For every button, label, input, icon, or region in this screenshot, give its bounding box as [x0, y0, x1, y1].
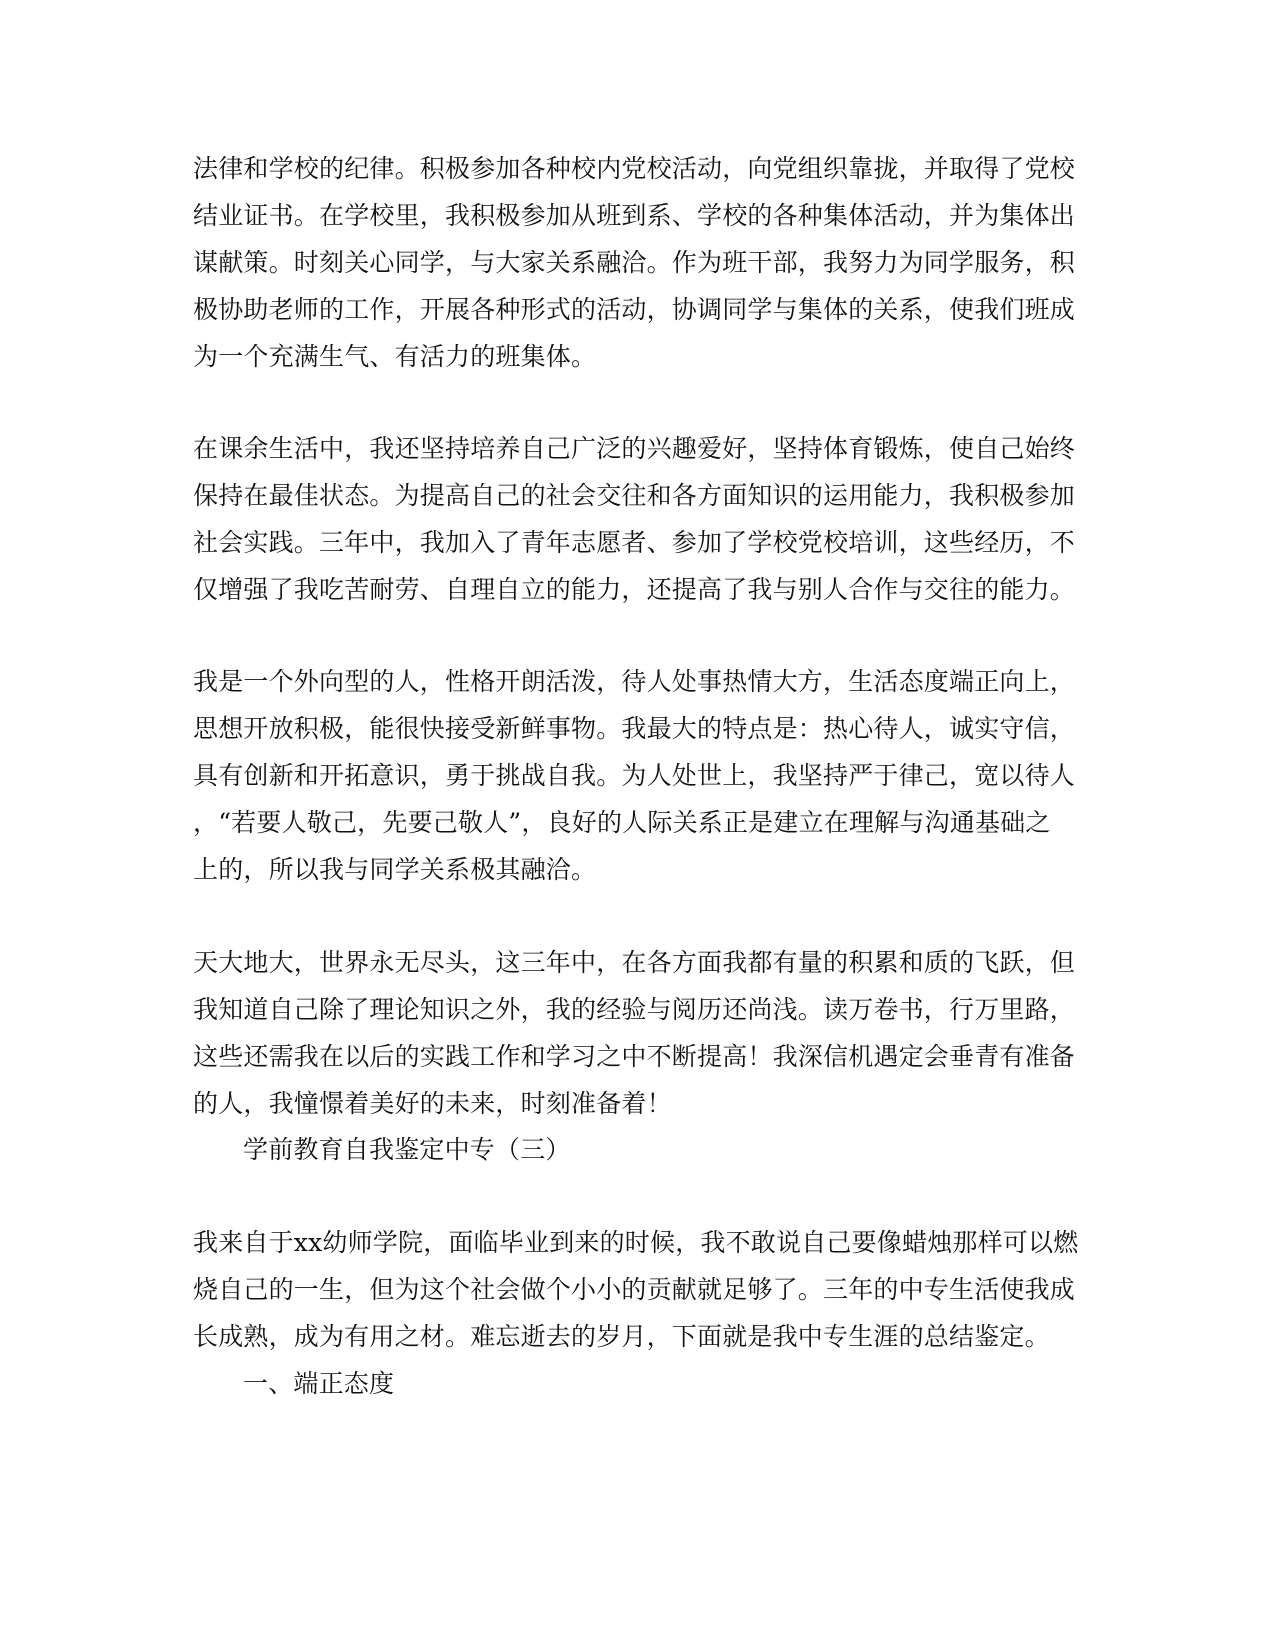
paragraph-4-line-3: 这些还需我在以后的实践工作和学习之中不断提高！我深信机遇定会垂青有准备	[193, 1042, 1076, 1071]
subheading: 一、端正态度	[243, 1369, 395, 1398]
section-title: 学前教育自我鉴定中专（三）	[243, 1135, 571, 1164]
paragraph-1-line-3: 谋献策。时刻关心同学，与大家关系融洽。作为班干部，我努力为同学服务，积	[193, 248, 1076, 277]
paragraph-5-line-1: 我来自于xx幼师学院，面临毕业到来的时候，我不敢说自己要像蜡烛那样可以燃	[193, 1228, 1079, 1257]
paragraph-2-line-2: 保持在最佳状态。为提高自己的社会交往和各方面知识的运用能力，我积极参加	[193, 481, 1076, 510]
paragraph-2-line-4: 仅增强了我吃苦耐劳、自理自立的能力，还提高了我与别人合作与交往的能力。	[193, 575, 1076, 604]
paragraph-3-line-5: 上的，所以我与同学关系极其融洽。	[193, 855, 597, 884]
paragraph-1-line-2: 结业证书。在学校里，我积极参加从班到系、学校的各种集体活动，并为集体出	[193, 201, 1076, 230]
paragraph-4-line-1: 天大地大，世界永无尽头，这三年中，在各方面我都有量的积累和质的飞跃，但	[193, 948, 1076, 977]
paragraph-2-line-3: 社会实践。三年中，我加入了青年志愿者、参加了学校党校培训，这些经历，不	[193, 528, 1076, 557]
paragraph-2-line-1: 在课余生活中，我还坚持培养自己广泛的兴趣爱好，坚持体育锻炼，使自己始终	[193, 434, 1076, 463]
paragraph-3-line-2: 思想开放积极，能很快接受新鲜事物。我最大的特点是：热心待人，诚实守信，	[193, 714, 1076, 743]
paragraph-3-line-3: 具有创新和开拓意识，勇于挑战自我。为人处世上，我坚持严于律己，宽以待人	[193, 761, 1076, 790]
paragraph-3-line-4: ，“若要人敬己，先要己敬人”，良好的人际关系正是建立在理解与沟通基础之	[193, 808, 1051, 837]
paragraph-1-line-1: 法律和学校的纪律。积极参加各种校内党校活动，向党组织靠拢，并取得了党校	[193, 154, 1076, 183]
paragraph-3-line-1: 我是一个外向型的人，性格开朗活泼，待人处事热情大方，生活态度端正向上，	[193, 667, 1076, 696]
paragraph-1-line-5: 为一个充满生气、有活力的班集体。	[193, 342, 597, 371]
paragraph-4-line-2: 我知道自己除了理论知识之外，我的经验与阅历还尚浅。读万卷书，行万里路，	[193, 995, 1076, 1024]
paragraph-5-line-2: 烧自己的一生，但为这个社会做个小小的贡献就足够了。三年的中专生活使我成	[193, 1275, 1076, 1304]
paragraph-1-line-4: 极协助老师的工作，开展各种形式的活动，协调同学与集体的关系，使我们班成	[193, 295, 1076, 324]
paragraph-4-line-4: 的人，我憧憬着美好的未来，时刻准备着！	[193, 1089, 672, 1118]
paragraph-5-line-3: 长成熟，成为有用之材。难忘逝去的岁月，下面就是我中专生涯的总结鉴定。	[193, 1322, 1050, 1351]
